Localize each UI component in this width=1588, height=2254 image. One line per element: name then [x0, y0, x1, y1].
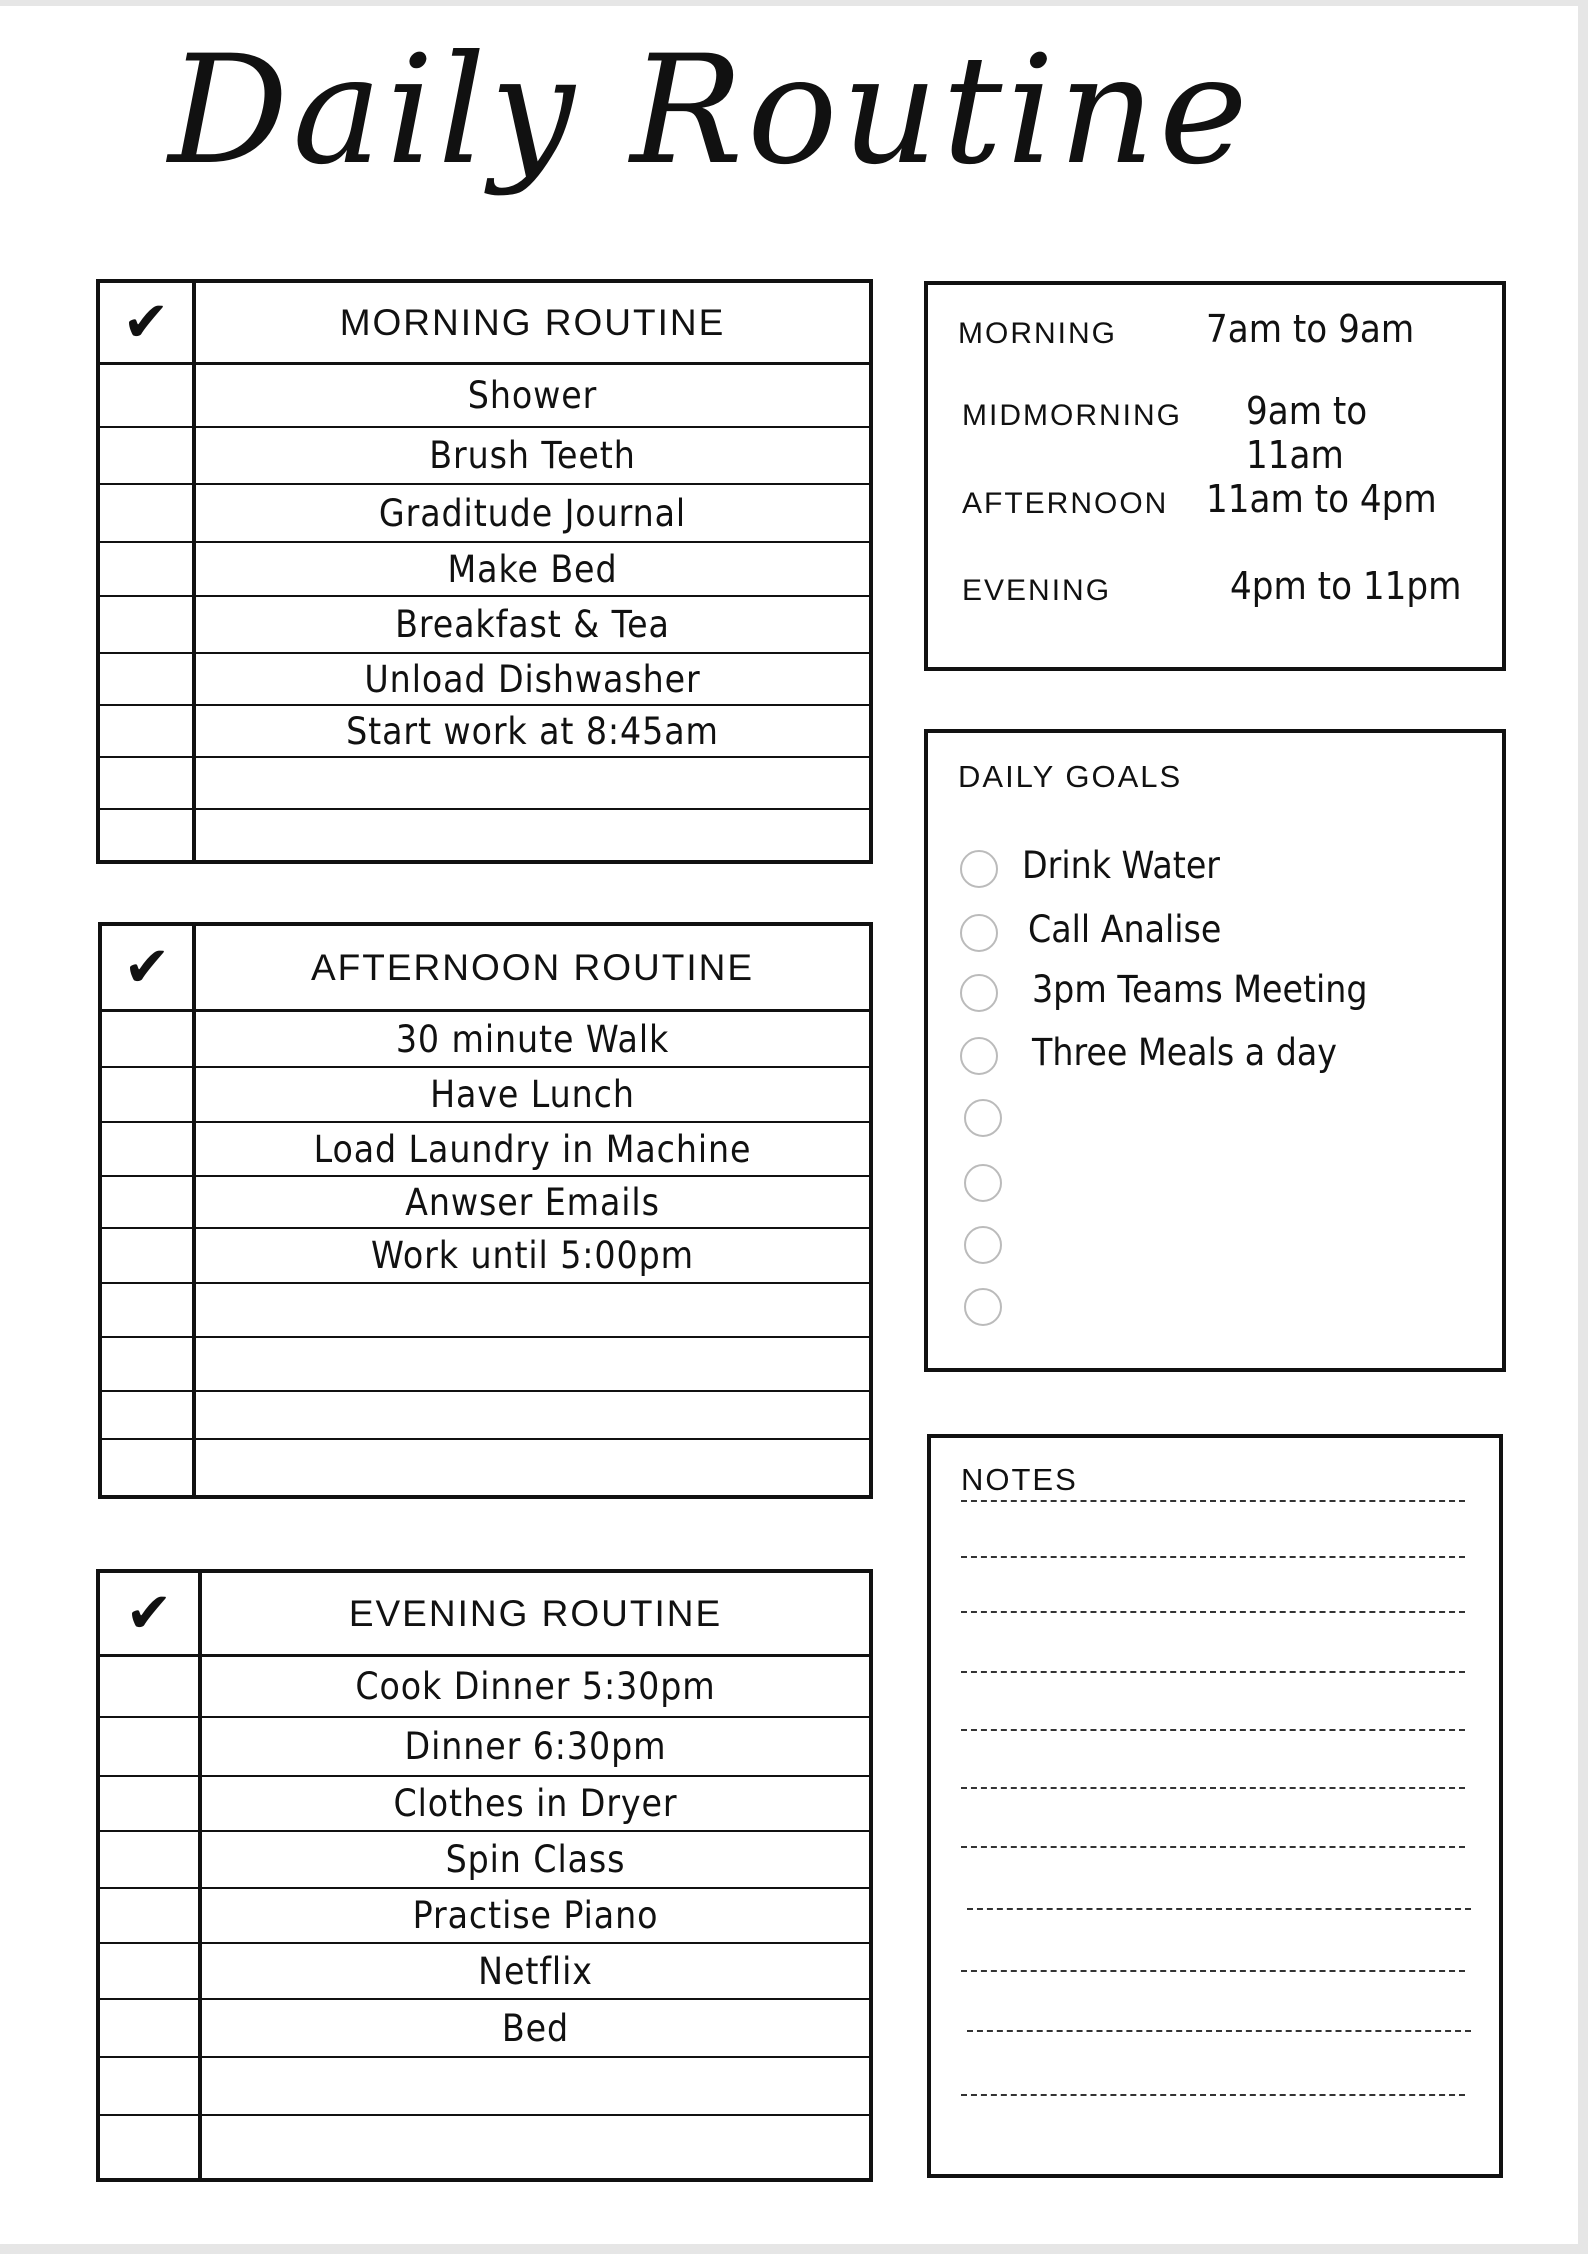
goal-item[interactable] — [964, 1224, 1484, 1268]
table-row[interactable] — [100, 2000, 869, 2058]
routine-item: Dinner 6:30pm — [404, 1725, 667, 1768]
routine-item: Bed — [501, 2006, 570, 2050]
table-row[interactable] — [100, 597, 869, 654]
daily-goals-box — [924, 729, 1506, 1372]
table-row[interactable] — [102, 1068, 869, 1123]
table-row[interactable] — [102, 1123, 869, 1177]
note-line[interactable] — [961, 1787, 1465, 1789]
table-row[interactable] — [100, 485, 869, 543]
routine-item: Unload Dishwasher — [364, 657, 701, 701]
checkmark-icon: ✔ — [125, 1581, 173, 1646]
routine-item — [230, 810, 836, 860]
goal-item[interactable] — [960, 908, 1480, 956]
time-row-afternoon — [958, 477, 1488, 527]
time-row-evening — [958, 564, 1488, 614]
note-line[interactable] — [961, 1500, 1465, 1502]
table-row[interactable] — [100, 2058, 869, 2116]
table-row[interactable] — [102, 1440, 869, 1495]
routine-item — [230, 1338, 836, 1390]
goal-text: 3pm Teams Meeting — [1032, 968, 1368, 1011]
morning-routine-table — [96, 279, 873, 864]
table-row[interactable] — [100, 706, 869, 758]
notes-box — [927, 1434, 1503, 2178]
circle-checkbox-icon[interactable] — [964, 1226, 1002, 1264]
time-row-midmorning — [958, 389, 1488, 477]
routine-item: Load Laundry in Machine — [313, 1127, 752, 1171]
evening-routine-table — [96, 1569, 873, 2182]
routine-item — [230, 1284, 836, 1336]
circle-checkbox-icon[interactable] — [964, 1164, 1002, 1202]
table-row[interactable] — [102, 1392, 869, 1440]
time-label: AFTERNOON — [962, 487, 1169, 520]
table-row[interactable] — [102, 1284, 869, 1338]
time-label: EVENING — [962, 574, 1112, 607]
note-line[interactable] — [961, 1671, 1465, 1673]
note-line[interactable] — [961, 1970, 1465, 1972]
routine-item: Graditude Journal — [378, 491, 687, 535]
time-label: MORNING — [958, 317, 1117, 350]
morning-routine-header — [100, 283, 869, 365]
note-line[interactable] — [967, 1908, 1471, 1910]
goal-item[interactable] — [960, 1031, 1480, 1079]
routine-item: Anwser Emails — [405, 1180, 660, 1224]
table-row[interactable] — [100, 654, 869, 706]
time-label: MIDMORNING — [962, 399, 1182, 432]
table-row[interactable] — [100, 810, 869, 860]
note-line[interactable] — [961, 1556, 1465, 1558]
goal-text: Three Meals a day — [1032, 1031, 1338, 1074]
routine-item — [230, 1440, 836, 1495]
routine-item: Have Lunch — [430, 1073, 635, 1116]
routine-item: Work until 5:00pm — [371, 1234, 694, 1277]
circle-checkbox-icon[interactable] — [960, 914, 998, 952]
routine-item: 30 minute Walk — [395, 1017, 670, 1061]
goal-item[interactable] — [964, 1162, 1484, 1206]
notes-title: NOTES — [961, 1462, 1078, 1497]
routine-item: Spin Class — [445, 1838, 626, 1881]
time-range: 11am to 4pm — [1206, 477, 1437, 521]
circle-checkbox-icon[interactable] — [964, 1099, 1002, 1137]
table-row[interactable] — [102, 1012, 869, 1068]
afternoon-routine-header — [102, 926, 869, 1012]
routine-item — [235, 2116, 835, 2178]
table-row[interactable] — [100, 543, 869, 597]
afternoon-routine-table — [98, 922, 873, 1499]
routine-item: Cook Dinner 5:30pm — [355, 1665, 716, 1708]
table-row[interactable] — [100, 1777, 869, 1832]
note-line[interactable] — [961, 1846, 1465, 1848]
evening-routine-title: EVENING ROUTINE — [348, 1592, 723, 1634]
goal-text: Drink Water — [1022, 844, 1220, 887]
note-line[interactable] — [961, 2094, 1465, 2096]
note-line[interactable] — [961, 1729, 1465, 1731]
time-range: 7am to 9am — [1206, 307, 1415, 351]
checkmark-icon: ✔ — [122, 290, 170, 355]
table-row[interactable] — [100, 365, 869, 428]
table-row[interactable] — [100, 758, 869, 810]
time-range: 9am to 11am — [1246, 389, 1368, 477]
circle-checkbox-icon[interactable] — [960, 1037, 998, 1075]
routine-item: Brush Teeth — [429, 434, 636, 477]
routine-item: Clothes in Dryer — [393, 1782, 678, 1825]
daily-goals-title: DAILY GOALS — [958, 759, 1183, 794]
routine-item: Breakfast & Tea — [395, 603, 670, 646]
routine-item: Practise Piano — [412, 1894, 659, 1937]
time-row-morning — [958, 307, 1488, 357]
time-range: 4pm to 11pm — [1230, 564, 1462, 608]
page-title: Daily Routine — [168, 24, 1252, 198]
morning-routine-title: MORNING ROUTINE — [339, 301, 726, 343]
note-line[interactable] — [961, 1611, 1465, 1613]
afternoon-routine-title: AFTERNOON ROUTINE — [310, 946, 755, 988]
goal-item[interactable] — [960, 844, 1480, 892]
table-row[interactable] — [100, 428, 869, 485]
routine-item: Shower — [467, 374, 598, 417]
circle-checkbox-icon[interactable] — [964, 1288, 1002, 1326]
table-row[interactable] — [100, 1889, 869, 1944]
time-schedule-box — [924, 281, 1506, 671]
checkmark-icon: ✔ — [123, 935, 171, 1000]
circle-checkbox-icon[interactable] — [960, 850, 998, 888]
routine-item: Start work at 8:45am — [346, 709, 719, 753]
table-row[interactable] — [102, 1338, 869, 1392]
table-row[interactable] — [102, 1177, 869, 1229]
goal-item[interactable] — [964, 1097, 1484, 1141]
table-row[interactable] — [102, 1229, 869, 1284]
goal-text: Call Analise — [1028, 908, 1222, 951]
circle-checkbox-icon[interactable] — [960, 974, 998, 1012]
routine-item — [230, 758, 836, 808]
routine-item: Make Bed — [447, 547, 618, 591]
routine-item — [235, 2058, 835, 2114]
routine-item: Netflix — [478, 1949, 593, 1993]
planner-page — [0, 6, 1578, 2244]
note-line[interactable] — [967, 2030, 1471, 2032]
evening-routine-header — [100, 1573, 869, 1657]
table-row[interactable] — [100, 2116, 869, 2178]
table-row[interactable] — [100, 1832, 869, 1889]
table-row[interactable] — [100, 1657, 869, 1718]
routine-item — [230, 1392, 836, 1438]
table-row[interactable] — [100, 1944, 869, 2000]
goal-item[interactable] — [960, 968, 1480, 1016]
goal-item[interactable] — [964, 1286, 1484, 1330]
table-row[interactable] — [100, 1718, 869, 1777]
